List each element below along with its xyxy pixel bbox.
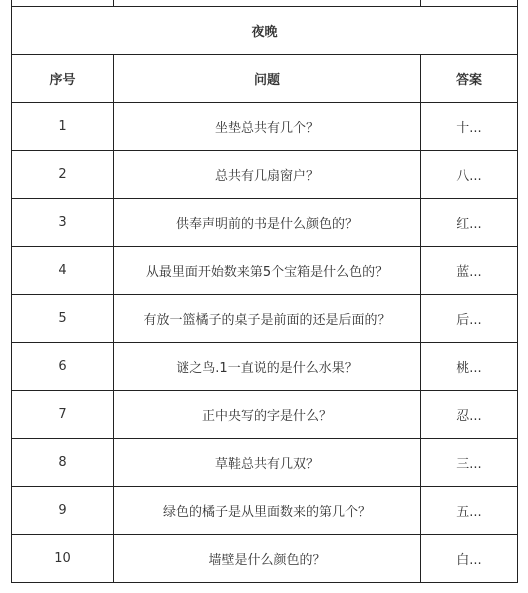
row-number: 8 [12, 439, 114, 487]
row-answer: 后... [421, 295, 518, 343]
table-row [12, 247, 518, 295]
row-answer: 红... [421, 199, 518, 247]
table-row [12, 439, 518, 487]
quiz-table-container [11, 0, 517, 583]
table-row [12, 487, 518, 535]
row-number: 6 [12, 343, 114, 391]
row-answer: 八... [421, 151, 518, 199]
row-question: 绿色的橘子是从里面数来的第几个？ [114, 487, 421, 535]
section-title: 夜晚 [12, 7, 518, 55]
table-row [12, 295, 518, 343]
row-answer: 三... [421, 439, 518, 487]
table-row [12, 391, 518, 439]
row-number: 5 [12, 295, 114, 343]
row-answer: 忍... [421, 391, 518, 439]
table-row [12, 103, 518, 151]
column-header-question: 问题 [114, 55, 421, 103]
row-question: 有放一篮橘子的桌子是前面的还是后面的？ [114, 295, 421, 343]
row-answer: 白... [421, 535, 518, 583]
row-question: 墙壁是什么颜色的？ [114, 535, 421, 583]
row-number: 10 [12, 535, 114, 583]
row-answer: 桃... [421, 343, 518, 391]
row-number: 4 [12, 247, 114, 295]
table-row [12, 343, 518, 391]
row-number: 1 [12, 103, 114, 151]
row-number: 7 [12, 391, 114, 439]
row-question: 总共有几扇窗户？ [114, 151, 421, 199]
column-header-number: 序号 [12, 55, 114, 103]
table-row [12, 535, 518, 583]
row-question: 正中央写的字是什么？ [114, 391, 421, 439]
column-header-answer: 答案 [421, 55, 518, 103]
row-question: 从最里面开始数来第5个宝箱是什么色的？ [114, 247, 421, 295]
row-number: 9 [12, 487, 114, 535]
table-header-row [12, 55, 518, 103]
row-number: 2 [12, 151, 114, 199]
row-question: 谜之鸟.1一直说的是什么水果？ [114, 343, 421, 391]
row-question: 供奉声明前的书是什么颜色的？ [114, 199, 421, 247]
row-question: 坐垫总共有几个？ [114, 103, 421, 151]
quiz-table [11, 0, 518, 583]
row-answer: 五... [421, 487, 518, 535]
row-answer: 蓝... [421, 247, 518, 295]
table-row [12, 199, 518, 247]
section-title-row [12, 7, 518, 55]
row-question: 草鞋总共有几双？ [114, 439, 421, 487]
row-number: 3 [12, 199, 114, 247]
row-answer: 十... [421, 103, 518, 151]
table-row [12, 151, 518, 199]
